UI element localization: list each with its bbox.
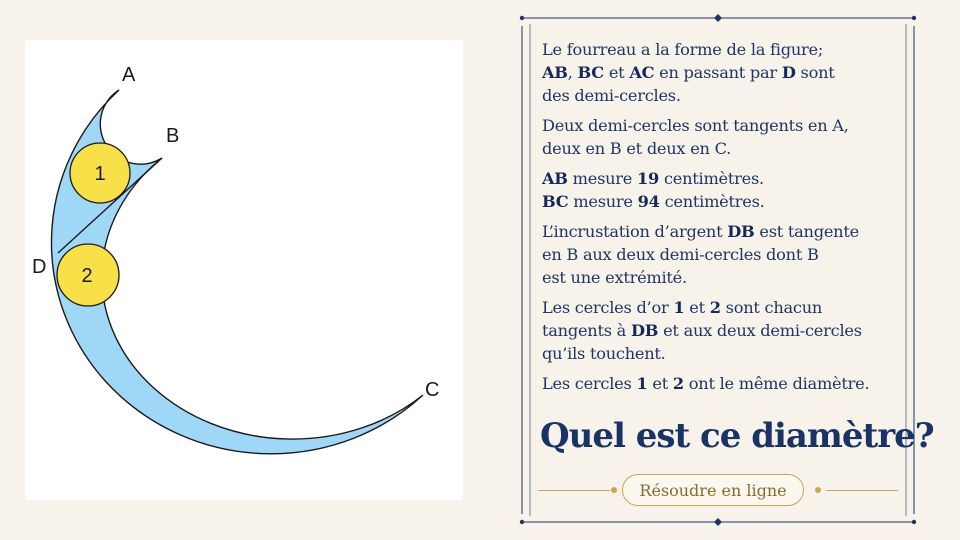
divider-right bbox=[826, 490, 898, 491]
paragraph-inlay: L’incrustation d’argent DB est tangente en B aux deux demi-cercles dont B est une extrémité. bbox=[542, 222, 859, 287]
problem-statement bbox=[542, 38, 912, 402]
paragraph-shape: Le fourreau a la forme de la figure; AB, BC et AC en passant par D sont des demi-cercles. bbox=[542, 40, 835, 105]
circle-1-label: 1 bbox=[94, 163, 106, 185]
divider-left bbox=[538, 490, 610, 491]
solve-row bbox=[538, 474, 898, 508]
figure-panel bbox=[25, 40, 463, 500]
geometry-diagram bbox=[25, 40, 463, 500]
point-D-label: D bbox=[32, 256, 47, 278]
solve-online-button[interactable]: Résoudre en ligne bbox=[622, 474, 804, 506]
question-heading: Quel est ce diamètre? bbox=[540, 416, 934, 456]
divider-dot-right bbox=[815, 487, 821, 493]
paragraph-tangency: Deux demi-cercles sont tangents en A, deux en B et deux en C. bbox=[542, 116, 849, 158]
point-B-label: B bbox=[166, 125, 180, 147]
problem-card bbox=[518, 14, 934, 526]
paragraph-gold-circles: Les cercles d’or 1 et 2 sont chacun tangents à DB et aux deux demi-cercles qu’ils touchent. bbox=[542, 298, 862, 363]
paragraph-lengths: AB mesure 19 centimètres. BC mesure 94 centimètres. bbox=[542, 169, 765, 211]
point-C-label: C bbox=[425, 379, 440, 401]
divider-dot-left bbox=[611, 487, 617, 493]
paragraph-same-diameter: Les cercles 1 et 2 ont le même diamètre. bbox=[542, 374, 870, 393]
circle-2-label: 2 bbox=[81, 265, 93, 287]
point-A-label: A bbox=[122, 64, 136, 86]
